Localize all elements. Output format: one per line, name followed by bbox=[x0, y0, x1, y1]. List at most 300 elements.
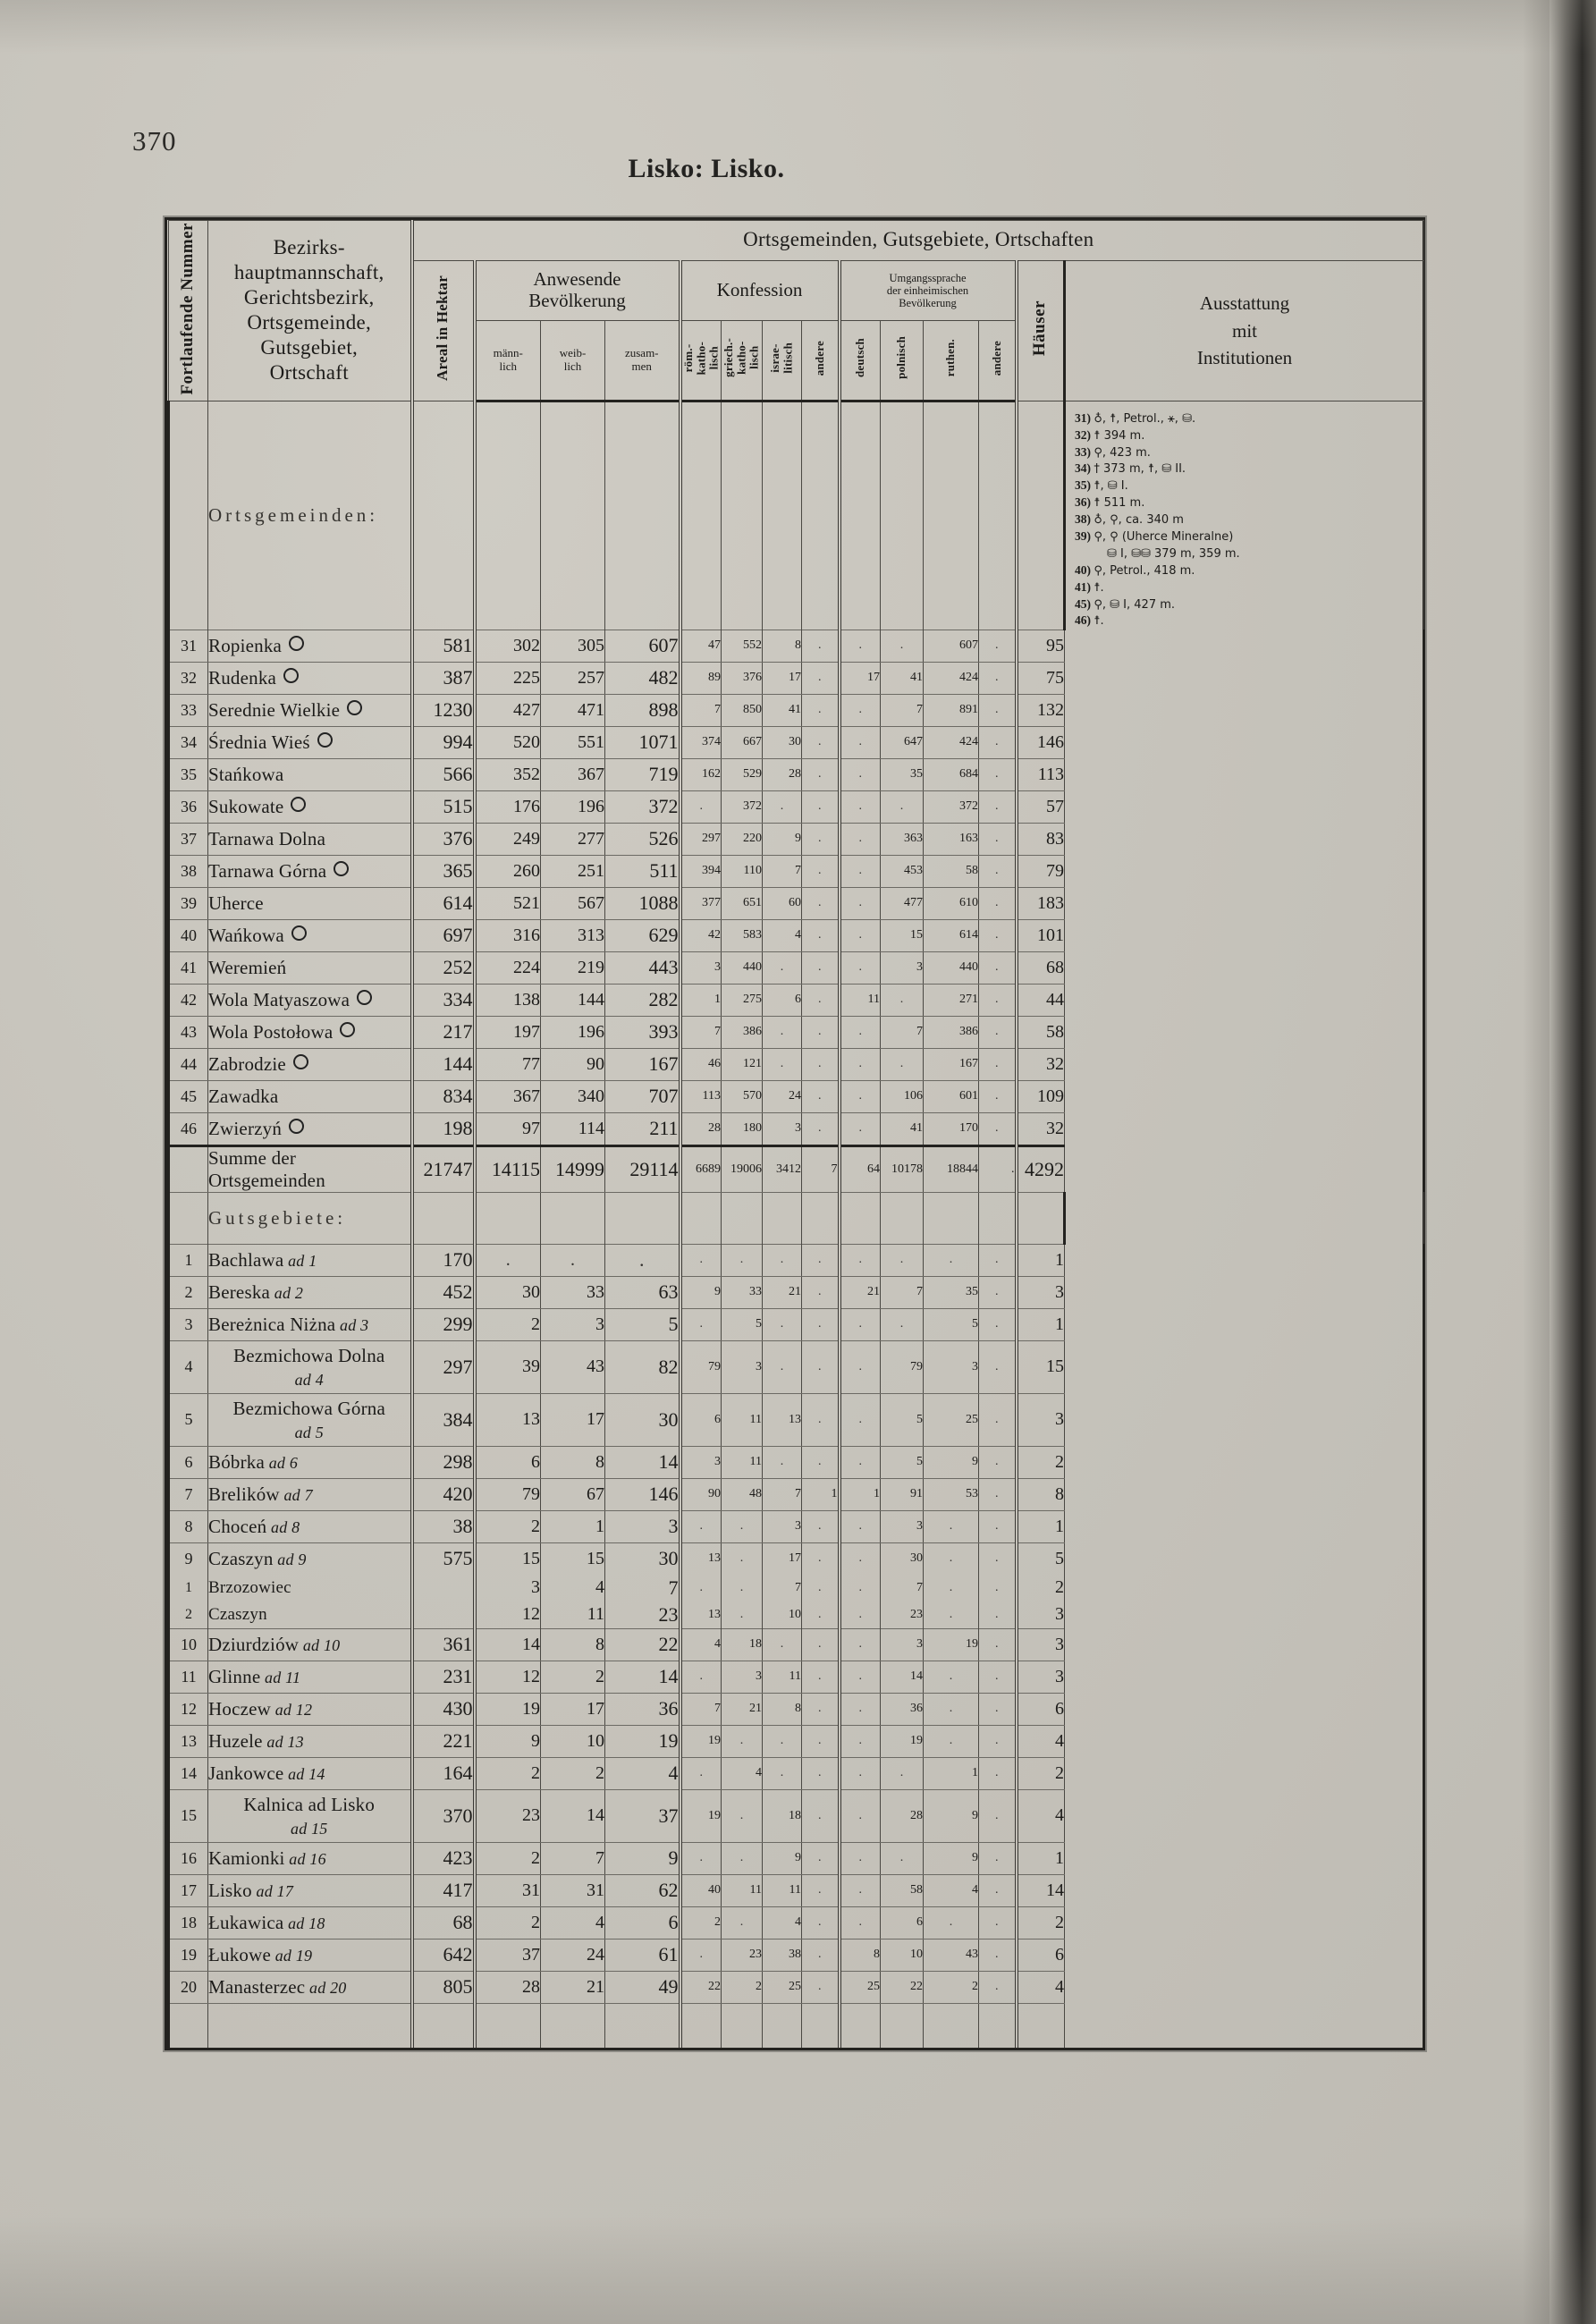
filler-isr bbox=[763, 2003, 802, 2048]
cell-weiblich: 11 bbox=[541, 1601, 605, 1629]
statistical-table-container bbox=[165, 217, 1425, 2050]
cell-konf-andere: . bbox=[802, 1244, 840, 1276]
header-bevoelkerung-group bbox=[475, 260, 680, 320]
page-top-shading bbox=[0, 0, 1596, 54]
cell-ruthenisch: . bbox=[924, 1575, 979, 1601]
row-place-name: Huzele ad 13 bbox=[208, 1725, 412, 1757]
cell-areal: 994 bbox=[412, 726, 475, 758]
cell-maennlich: 316 bbox=[475, 919, 541, 951]
cell-weiblich: 17 bbox=[541, 1693, 605, 1725]
cell-areal: 834 bbox=[412, 1080, 475, 1112]
cell-zusammen: 61 bbox=[605, 1939, 680, 1971]
header-areal-line2: in Hektar bbox=[434, 275, 452, 341]
cell-zusammen: 23 bbox=[605, 1601, 680, 1629]
cell-polnisch: 7 bbox=[881, 1276, 924, 1308]
cell-haeuser: 2 bbox=[1017, 1757, 1065, 1789]
cell-polnisch: 58 bbox=[881, 1874, 924, 1906]
cell-zusammen: 30 bbox=[605, 1542, 680, 1575]
cell-umgang-andere: . bbox=[979, 1971, 1017, 2003]
row-place-name: Tarnawa Górna bbox=[208, 855, 412, 887]
row-place-name: Weremień bbox=[208, 951, 412, 984]
spacer-pl-2 bbox=[881, 1192, 924, 1244]
ausstattung-note-text: ⛁ I, ⛁⛁ 379 m, 359 m. bbox=[1107, 546, 1240, 561]
cell-griech-kath: 23 bbox=[722, 1939, 763, 1971]
section-header-gutsgebiete-row bbox=[169, 1192, 1424, 1244]
cell-roem-kath: 79 bbox=[680, 1340, 722, 1393]
cell-maennlich: 427 bbox=[475, 694, 541, 726]
cell-ruthenisch: 372 bbox=[924, 790, 979, 823]
table-row bbox=[169, 1725, 1424, 1757]
cell-umgang-andere: . bbox=[979, 951, 1017, 984]
cell-umgang-andere: . bbox=[979, 1446, 1017, 1478]
row-number: 16 bbox=[169, 1842, 208, 1874]
cell-israelitisch: 28 bbox=[763, 758, 802, 790]
cell-haeuser: 1 bbox=[1017, 1842, 1065, 1874]
cell-ruthenisch: 2 bbox=[924, 1971, 979, 2003]
cell-konf-andere: . bbox=[802, 1906, 840, 1939]
cell-weiblich: 1 bbox=[541, 1510, 605, 1542]
ausstattung-note-text: ⚲, ⚲ (Uherce Mineralne) bbox=[1094, 529, 1234, 544]
cell-umgang-andere: . bbox=[979, 1939, 1017, 1971]
header-ruthenisch: ruthen. bbox=[924, 320, 979, 401]
table-row bbox=[169, 1393, 1424, 1446]
cell-deutsch: . bbox=[840, 855, 881, 887]
cell-maennlich: 9 bbox=[475, 1725, 541, 1757]
section-label-gutsgebiete: Gutsgebiete: bbox=[208, 1192, 412, 1244]
cell-griech-kath: 11 bbox=[722, 1393, 763, 1446]
cell-roem-kath: 162 bbox=[680, 758, 722, 790]
section-label-ortsgemeinden: Ortsgemeinden: bbox=[208, 401, 412, 630]
cell-umgang-andere: . bbox=[979, 919, 1017, 951]
cell-haeuser: 5 bbox=[1017, 1542, 1065, 1575]
row-place-name: Choceń ad 8 bbox=[208, 1510, 412, 1542]
cell-israelitisch: 7 bbox=[763, 1575, 802, 1601]
cell-areal bbox=[412, 1575, 475, 1601]
cell-haeuser: 3 bbox=[1017, 1628, 1065, 1661]
table-row bbox=[169, 1628, 1424, 1661]
cell-ruthenisch: 19 bbox=[924, 1628, 979, 1661]
ortsgemeinde-circle-icon bbox=[291, 925, 307, 941]
cell-roem-kath: . bbox=[680, 1842, 722, 1874]
cell-israelitisch: . bbox=[763, 1446, 802, 1478]
row-number: 34 bbox=[169, 726, 208, 758]
cell-griech-kath: 4 bbox=[722, 1757, 763, 1789]
row-place-name: Średnia Wieś bbox=[208, 726, 412, 758]
cell-griech-kath: 386 bbox=[722, 1016, 763, 1048]
cell-maennlich: 2 bbox=[475, 1906, 541, 1939]
spacer-m-2 bbox=[475, 1192, 541, 1244]
cell-ruthenisch: . bbox=[924, 1601, 979, 1629]
cell-deutsch: . bbox=[840, 1874, 881, 1906]
ausstattung-note-text: ♁, ☨, Petrol., ⚹, ⛁. bbox=[1094, 411, 1196, 426]
cell-griech-kath: . bbox=[722, 1244, 763, 1276]
cell-griech-kath: 440 bbox=[722, 951, 763, 984]
cell-haeuser: 2 bbox=[1017, 1575, 1065, 1601]
cell-israelitisch: 11 bbox=[763, 1661, 802, 1693]
cell-zusammen: 443 bbox=[605, 951, 680, 984]
header-name-column bbox=[208, 221, 412, 401]
cell-polnisch: 647 bbox=[881, 726, 924, 758]
spacer-isr-2 bbox=[763, 1192, 802, 1244]
cell-haeuser: 1 bbox=[1017, 1510, 1065, 1542]
cell-israelitisch: . bbox=[763, 790, 802, 823]
cell-maennlich: 367 bbox=[475, 1080, 541, 1112]
cell-konf-andere: . bbox=[802, 1725, 840, 1757]
cell-deutsch: . bbox=[840, 1080, 881, 1112]
spacer-ru bbox=[924, 401, 979, 630]
cell-ruthenisch: 5 bbox=[924, 1308, 979, 1340]
cell-areal: 697 bbox=[412, 919, 475, 951]
cell-konf-andere: . bbox=[802, 1693, 840, 1725]
cell-haeuser: 4 bbox=[1017, 1725, 1065, 1757]
ausstattung-note bbox=[1075, 562, 1418, 579]
ausstattung-note-text: ☨, ⛁ I. bbox=[1094, 479, 1128, 494]
header-aus-line1: Ausstattung bbox=[1199, 292, 1290, 315]
cell-deutsch: . bbox=[840, 1510, 881, 1542]
ortsgemeinde-circle-icon bbox=[283, 668, 299, 683]
spacer-de-2 bbox=[840, 1192, 881, 1244]
cell-ruthenisch: 271 bbox=[924, 984, 979, 1016]
cell-konf-andere: . bbox=[802, 1393, 840, 1446]
ausstattung-empty-lower bbox=[1065, 1192, 1424, 1244]
cell-roem-kath: 113 bbox=[680, 1080, 722, 1112]
cell-roem-kath: . bbox=[680, 790, 722, 823]
cell-polnisch: 91 bbox=[881, 1478, 924, 1510]
cell-zusammen: 82 bbox=[605, 1340, 680, 1393]
row-place-name: Brelików ad 7 bbox=[208, 1478, 412, 1510]
cell-polnisch: 79 bbox=[881, 1340, 924, 1393]
cell-haeuser: 8 bbox=[1017, 1478, 1065, 1510]
cell-griech-kath: 21 bbox=[722, 1693, 763, 1725]
cell-weiblich: 17 bbox=[541, 1393, 605, 1446]
page-gutter-shadow bbox=[1550, 0, 1596, 2324]
spacer-areal-2 bbox=[412, 1192, 475, 1244]
cell-deutsch: . bbox=[840, 1575, 881, 1601]
spacer-de bbox=[840, 401, 881, 630]
row-number: 15 bbox=[169, 1789, 208, 1842]
cell-roem-kath: 13 bbox=[680, 1601, 722, 1629]
cell-deutsch: 25 bbox=[840, 1971, 881, 2003]
cell-umgang-andere: . bbox=[979, 823, 1017, 855]
cell-griech-kath: 529 bbox=[722, 758, 763, 790]
cell-griech-kath: 220 bbox=[722, 823, 763, 855]
cell-griech-kath: . bbox=[722, 1789, 763, 1842]
header-areal bbox=[412, 260, 475, 401]
cell-griech-kath: . bbox=[722, 1906, 763, 1939]
ausstattung-note-text: ☨ 394 m. bbox=[1094, 428, 1145, 443]
cell-roem-kath: . bbox=[680, 1575, 722, 1601]
filler-h bbox=[1017, 2003, 1065, 2048]
cell-ruthenisch: 614 bbox=[924, 919, 979, 951]
cell-konf-andere: . bbox=[802, 1842, 840, 1874]
ausstattung-note-text: ⚲, ⛁ I, 427 m. bbox=[1094, 597, 1176, 612]
header-name-line-6: Ortschaft bbox=[269, 361, 349, 385]
cell-maennlich: 19 bbox=[475, 1693, 541, 1725]
row-number: 19 bbox=[169, 1939, 208, 1971]
cell-griech-kath: 48 bbox=[722, 1478, 763, 1510]
cell-roem-kath: 47 bbox=[680, 630, 722, 662]
ausstattung-note-number: 39) bbox=[1075, 528, 1094, 543]
cell-haeuser: 15 bbox=[1017, 1340, 1065, 1393]
cell-weiblich: 2 bbox=[541, 1661, 605, 1693]
cell-polnisch: 23 bbox=[881, 1601, 924, 1629]
cell-polnisch: 14 bbox=[881, 1661, 924, 1693]
cell-ruthenisch: 43 bbox=[924, 1939, 979, 1971]
filler-name bbox=[208, 2003, 412, 2048]
cell-roem-kath: . bbox=[680, 1244, 722, 1276]
cell-haeuser: 32 bbox=[1017, 1112, 1065, 1145]
cell-griech-kath: 372 bbox=[722, 790, 763, 823]
cell-polnisch: 3 bbox=[881, 951, 924, 984]
table-row bbox=[169, 1971, 1424, 2003]
cell-konf-andere: . bbox=[802, 1112, 840, 1145]
row-place-name: Rudenka bbox=[208, 662, 412, 694]
cell-weiblich: 4 bbox=[541, 1906, 605, 1939]
row-number: 12 bbox=[169, 1693, 208, 1725]
cell-deutsch: . bbox=[840, 1842, 881, 1874]
cell-maennlich: 30 bbox=[475, 1276, 541, 1308]
filler-uand bbox=[979, 2003, 1017, 2048]
table-row bbox=[169, 1276, 1424, 1308]
cell-areal: 1230 bbox=[412, 694, 475, 726]
cell-konf-andere: . bbox=[802, 1789, 840, 1842]
cell-zusammen: 36 bbox=[605, 1693, 680, 1725]
cell-weiblich: 196 bbox=[541, 790, 605, 823]
cell-polnisch: 41 bbox=[881, 662, 924, 694]
row-number: 18 bbox=[169, 1906, 208, 1939]
row-number: 40 bbox=[169, 919, 208, 951]
cell-polnisch: . bbox=[881, 1757, 924, 1789]
cell-konf-andere: . bbox=[802, 758, 840, 790]
cell-areal: 614 bbox=[412, 887, 475, 919]
cell-umgang-andere: . bbox=[979, 1393, 1017, 1446]
row-place-name: Wola Postołowa bbox=[208, 1016, 412, 1048]
page-number: 370 bbox=[132, 125, 177, 156]
cell-areal: 430 bbox=[412, 1693, 475, 1725]
cell-haeuser: 101 bbox=[1017, 919, 1065, 951]
cell-areal: 334 bbox=[412, 984, 475, 1016]
cell-roem-kath: 3 bbox=[680, 1446, 722, 1478]
cell-ruthenisch: 25 bbox=[924, 1393, 979, 1446]
cell-polnisch: 7 bbox=[881, 694, 924, 726]
cell-maennlich: 520 bbox=[475, 726, 541, 758]
cell-maennlich: 13 bbox=[475, 1393, 541, 1446]
cell-haeuser: 4 bbox=[1017, 1971, 1065, 2003]
cell-roem-kath: 394 bbox=[680, 855, 722, 887]
cell-haeuser: 83 bbox=[1017, 823, 1065, 855]
cell-ruthenisch: 424 bbox=[924, 662, 979, 694]
cell-maennlich: 2 bbox=[475, 1308, 541, 1340]
header-aus-line2: mit bbox=[1232, 319, 1258, 342]
cell-umgang-andere: . bbox=[979, 855, 1017, 887]
table-row bbox=[169, 1510, 1424, 1542]
cell-polnisch: . bbox=[881, 630, 924, 662]
cell-areal: 805 bbox=[412, 1971, 475, 2003]
cell-weiblich: 251 bbox=[541, 855, 605, 887]
cell-haeuser: 132 bbox=[1017, 694, 1065, 726]
cell-polnisch: 5 bbox=[881, 1393, 924, 1446]
cell-maennlich: . bbox=[475, 1244, 541, 1276]
row-place-name: Bezmichowa Górna ad 5 bbox=[208, 1393, 412, 1446]
ausstattung-note-number: 36) bbox=[1075, 495, 1094, 510]
cell-areal: 370 bbox=[412, 1789, 475, 1842]
summe-row bbox=[169, 1145, 1424, 1192]
cell-weiblich: . bbox=[541, 1244, 605, 1276]
table-row bbox=[169, 1874, 1424, 1906]
spacer-isr bbox=[763, 401, 802, 630]
cell-deutsch: . bbox=[840, 1542, 881, 1575]
cell-polnisch: 36 bbox=[881, 1693, 924, 1725]
cell-israelitisch: 18 bbox=[763, 1789, 802, 1842]
row-number: 36 bbox=[169, 790, 208, 823]
cell-weiblich: 4 bbox=[541, 1575, 605, 1601]
cell-areal: 217 bbox=[412, 1016, 475, 1048]
cell-griech-kath: 180 bbox=[722, 1112, 763, 1145]
row-number: 46 bbox=[169, 1112, 208, 1145]
cell-israelitisch: 8 bbox=[763, 1693, 802, 1725]
cell-deutsch: . bbox=[840, 1340, 881, 1393]
ausstattung-note-text: ☨. bbox=[1094, 580, 1104, 595]
table-row bbox=[169, 1693, 1424, 1725]
row-number: 35 bbox=[169, 758, 208, 790]
cell-maennlich: 15 bbox=[475, 1542, 541, 1575]
cell-griech-kath: 3 bbox=[722, 1661, 763, 1693]
table-row bbox=[169, 1308, 1424, 1340]
cell-areal bbox=[412, 1601, 475, 1629]
cell-weiblich: 551 bbox=[541, 726, 605, 758]
cell-haeuser: 146 bbox=[1017, 726, 1065, 758]
cell-griech-kath: 2 bbox=[722, 1971, 763, 2003]
cell-deutsch: . bbox=[840, 1628, 881, 1661]
table-row bbox=[169, 1080, 1424, 1112]
cell-maennlich: 302 bbox=[475, 630, 541, 662]
cell-griech-kath: 552 bbox=[722, 630, 763, 662]
cell-roem-kath: . bbox=[680, 1939, 722, 1971]
cell-areal: 252 bbox=[412, 951, 475, 984]
cell-roem-kath: 7 bbox=[680, 694, 722, 726]
row-place-name: Bezmichowa Dolna ad 4 bbox=[208, 1340, 412, 1393]
cell-roem-kath: . bbox=[680, 1757, 722, 1789]
cell-haeuser: 58 bbox=[1017, 1016, 1065, 1048]
cell-weiblich: 567 bbox=[541, 887, 605, 919]
cell-ruthenisch: 1 bbox=[924, 1757, 979, 1789]
cell-polnisch: 15 bbox=[881, 919, 924, 951]
cell-israelitisch: 41 bbox=[763, 694, 802, 726]
cell-areal: 417 bbox=[412, 1874, 475, 1906]
cell-israelitisch: 3 bbox=[763, 1510, 802, 1542]
cell-ruthenisch: 607 bbox=[924, 630, 979, 662]
row-number: 2 bbox=[169, 1601, 208, 1629]
cell-haeuser: 79 bbox=[1017, 855, 1065, 887]
cell-israelitisch: 17 bbox=[763, 662, 802, 694]
cell-roem-kath: 28 bbox=[680, 1112, 722, 1145]
cell-israelitisch: 6 bbox=[763, 984, 802, 1016]
cell-konf-andere: . bbox=[802, 1016, 840, 1048]
spacer-z-2 bbox=[605, 1192, 680, 1244]
ausstattung-column bbox=[1065, 401, 1424, 630]
cell-ruthenisch: . bbox=[924, 1244, 979, 1276]
ausstattung-note bbox=[1075, 511, 1418, 528]
spacer-cell bbox=[169, 401, 208, 630]
cell-maennlich: 224 bbox=[475, 951, 541, 984]
ausstattung-note-number: 32) bbox=[1075, 427, 1094, 442]
row-number: 39 bbox=[169, 887, 208, 919]
table-row bbox=[169, 1906, 1424, 1939]
cell-deutsch: . bbox=[840, 1112, 881, 1145]
cell-haeuser: 4 bbox=[1017, 1789, 1065, 1842]
cell-zusammen: 14 bbox=[605, 1446, 680, 1478]
cell-roem-kath: 90 bbox=[680, 1478, 722, 1510]
cell-umgang-andere: . bbox=[979, 1510, 1017, 1542]
cell-maennlich: 12 bbox=[475, 1601, 541, 1629]
row-place-name: Manasterzec ad 20 bbox=[208, 1971, 412, 2003]
row-place-name: Kamionki ad 16 bbox=[208, 1842, 412, 1874]
running-head: Lisko: Lisko. bbox=[628, 154, 785, 183]
cell-maennlich: 39 bbox=[475, 1340, 541, 1393]
ausstattung-note-number: 46) bbox=[1075, 613, 1094, 628]
cell-maennlich: 249 bbox=[475, 823, 541, 855]
cell-griech-kath: 3 bbox=[722, 1340, 763, 1393]
header-weiblich: weib- lich bbox=[541, 320, 605, 401]
table-row bbox=[169, 1661, 1424, 1693]
cell-israelitisch: 9 bbox=[763, 1842, 802, 1874]
cell-polnisch: 7 bbox=[881, 1016, 924, 1048]
cell-ruthenisch: 601 bbox=[924, 1080, 979, 1112]
cell-griech-kath: 667 bbox=[722, 726, 763, 758]
cell-maennlich: 197 bbox=[475, 1016, 541, 1048]
cell-polnisch: . bbox=[881, 1244, 924, 1276]
cell-konf-andere: . bbox=[802, 1510, 840, 1542]
spacer-z bbox=[605, 401, 680, 630]
cell-ruthenisch: 53 bbox=[924, 1478, 979, 1510]
row-place-name: Zawadka bbox=[208, 1080, 412, 1112]
row-number: 43 bbox=[169, 1016, 208, 1048]
row-place-name: Jankowce ad 14 bbox=[208, 1757, 412, 1789]
cell-zusammen: 707 bbox=[605, 1080, 680, 1112]
spacer-m bbox=[475, 401, 541, 630]
row-number: 41 bbox=[169, 951, 208, 984]
ausstattung-note-text: ☨ 511 m. bbox=[1094, 496, 1145, 511]
row-place-name: Serednie Wielkie bbox=[208, 694, 412, 726]
cell-polnisch: 22 bbox=[881, 1971, 924, 2003]
header-umgangssprache-group bbox=[840, 260, 1017, 320]
cell-zusammen: 629 bbox=[605, 919, 680, 951]
row-number: 31 bbox=[169, 630, 208, 662]
cell-israelitisch: . bbox=[763, 1725, 802, 1757]
cell-areal: 581 bbox=[412, 630, 475, 662]
cell-haeuser: 75 bbox=[1017, 662, 1065, 694]
cell-ruthenisch: . bbox=[924, 1510, 979, 1542]
cell-roem-kath: 7 bbox=[680, 1693, 722, 1725]
ortsgemeinde-circle-icon bbox=[347, 700, 362, 715]
cell-israelitisch: 30 bbox=[763, 726, 802, 758]
ausstattung-note-number: 33) bbox=[1075, 444, 1094, 459]
ausstattung-note-number: 45) bbox=[1075, 596, 1094, 611]
row-number: 4 bbox=[169, 1340, 208, 1393]
row-place-name: Zwierzyń bbox=[208, 1112, 412, 1145]
cell-roem-kath: . bbox=[680, 1308, 722, 1340]
cell-deutsch: . bbox=[840, 790, 881, 823]
row-place-name: Bereska ad 2 bbox=[208, 1276, 412, 1308]
filler-pl bbox=[881, 2003, 924, 2048]
table-row bbox=[169, 662, 1424, 694]
row-number: 45 bbox=[169, 1080, 208, 1112]
spacer-w bbox=[541, 401, 605, 630]
cell-maennlich: 14 bbox=[475, 1628, 541, 1661]
spacer-kand-2 bbox=[802, 1192, 840, 1244]
cell-areal: 642 bbox=[412, 1939, 475, 1971]
header-spanner: Ortsgemeinden, Gutsgebiete, Ortschaften bbox=[412, 221, 1424, 261]
